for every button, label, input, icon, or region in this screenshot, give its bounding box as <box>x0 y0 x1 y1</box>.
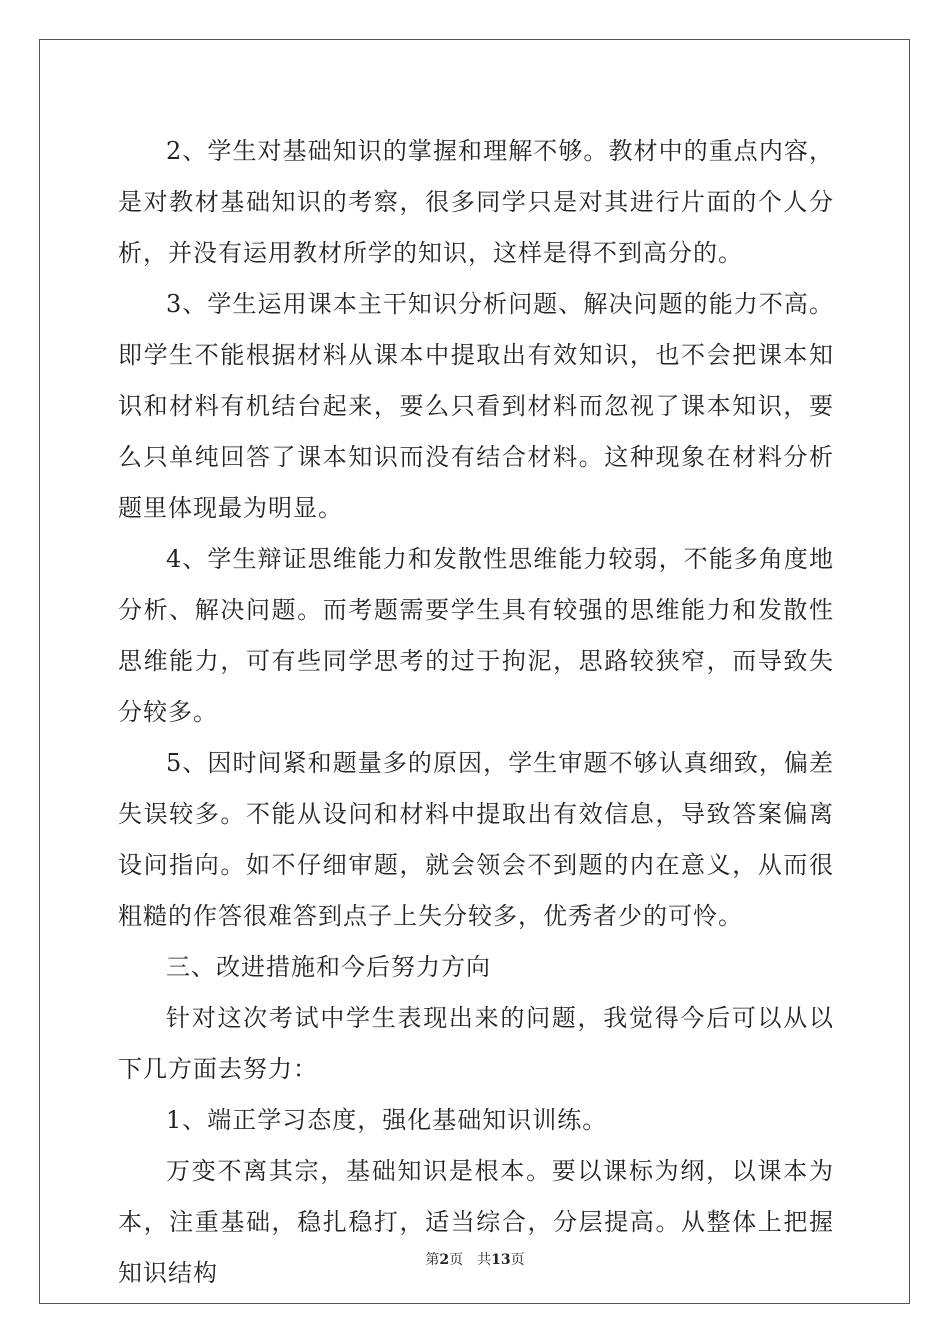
section-heading: 三、改进措施和今后努力方向 <box>166 953 491 981</box>
paragraph-3: 4、学生辩证思维能力和发散性思维能力较弱，不能多角度地分析、解决问题。而考题需要学生具有较强的思维能力和发散性思维能力，可有些同学思考的过于拘泥，思路较狭窄，而导致失分较多。 <box>118 545 834 726</box>
paragraph-4: 5、因时间紧和题量多的原因，学生审题不够认真细致，偏差失误较多。不能从设问和材料中提取出有效信息，导致答案偏离设问指向。如不仔细审题，就会领会不到题的内在意义，从而很粗糙的作答很难答到点子上失分较多，优秀者少的可怜。 <box>118 749 834 930</box>
paragraph-6: 针对这次考试中学生表现出来的问题，我觉得今后可以从以下几方面去努力： <box>118 1004 834 1083</box>
page-total: 13 <box>491 1252 511 1268</box>
total-unit: 页 <box>510 1252 525 1268</box>
paragraph-7: 1、端正学习态度，强化基础知识训练。 <box>166 1106 608 1134</box>
page-current: 2 <box>439 1252 450 1268</box>
total-prefix: 共 <box>477 1252 492 1268</box>
paragraph-8: 万变不离其宗，基础知识是根本。要以课标为纲，以课本为本，注重基础，稳扎稳打，适当综合，分层提高。从整体上把握知识结构 <box>118 1157 834 1287</box>
paragraph-2: 3、学生运用课本主干知识分析问题、解决问题的能力不高。即学生不能根据材料从课本中提取出有效知识，也不会把课本知识和材料有机结台起来，要么只看到材料而忽视了课本知识，要么只单纯回答了课本知识而没有结合材料。这种现象在材料分析题里体现最为明显。 <box>118 290 834 522</box>
page-footer <box>0 1249 950 1269</box>
document-body <box>118 126 834 1299</box>
page-prefix: 第 <box>425 1252 440 1268</box>
page-unit: 页 <box>449 1252 464 1268</box>
paragraph-1: 2、学生对基础知识的掌握和理解不够。教材中的重点内容，是对教材基础知识的考察，很多同学只是对其进行片面的个人分析，并没有运用教材所学的知识，这样是得不到高分的。 <box>118 137 834 267</box>
